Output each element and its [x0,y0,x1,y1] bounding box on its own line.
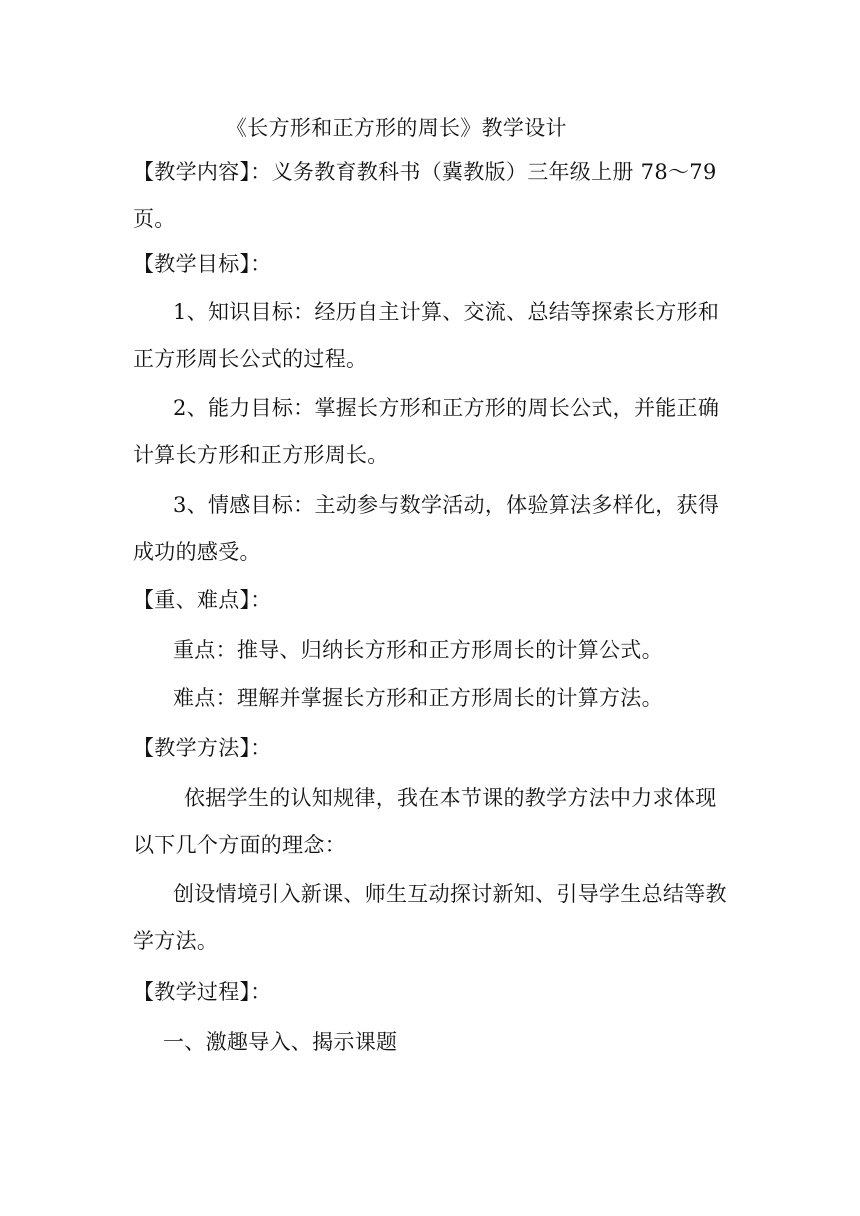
key-points-heading: 【重、难点】： [133,588,272,612]
methods-para-1-line-2: 以下几个方面的理念： [133,833,346,857]
document-title: 《长方形和正方形的周长》教学设计 [226,116,567,140]
methods-para-1-line-1: 依据学生的认知规律，我在本节课的教学方法中力求体现 [184,786,717,810]
objective-2-line-1: 2、能力目标：掌握长方形和正方形的周长公式，并能正确 [173,396,720,420]
objectives-heading: 【教学目标】： [133,252,272,276]
objective-3-line-2: 成功的感受。 [133,540,261,564]
difficult-point-text: 难点：理解并掌握长方形和正方形周长的计算方法。 [173,686,663,710]
process-step-1: 一、激趣导入、揭示课题 [163,1030,398,1054]
objective-1-line-1: 1、知识目标：经历自主计算、交流、总结等探索长方形和 [173,300,720,324]
objective-2-line-2: 计算长方形和正方形周长。 [133,443,389,467]
content-line-2: 页。 [133,207,176,231]
process-heading: 【教学过程】： [133,980,272,1004]
methods-para-2-line-2: 学方法。 [133,929,219,953]
objective-1-line-2: 正方形周长公式的过程。 [133,347,368,371]
objective-3-line-1: 3、情感目标：主动参与数学活动，体验算法多样化，获得 [173,493,720,517]
key-point-text: 重点：推导、归纳长方形和正方形周长的计算公式。 [173,638,663,662]
methods-para-2-line-1: 创设情境引入新课、师生互动探讨新知、引导学生总结等教 [173,882,727,906]
methods-heading: 【教学方法】： [133,736,272,760]
content-line-1: 【教学内容】：义务教育教科书（冀教版）三年级上册 78～79 [133,160,717,184]
